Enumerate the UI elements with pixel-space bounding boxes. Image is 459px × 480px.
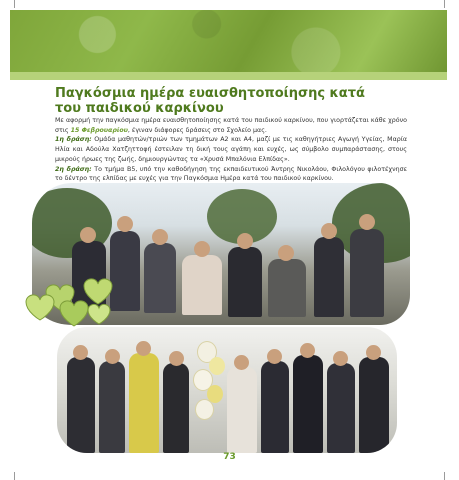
action-2-paragraph bbox=[55, 165, 407, 184]
action-1-paragraph bbox=[55, 135, 407, 164]
article-title: Παγκόσμια ημέρα ευαισθητοποίησης κατά του παιδικού καρκίνου bbox=[55, 86, 365, 116]
action-2-text: Το τμήμα Β5, υπό την καθοδήγηση της εκπαιδευτικού Άντρης Νικολάου, Φιλολόγου φιλοτέχνησε το δέντρο της ελπίδας με ευχές για την Παγκόσμια Ημέρα κατά του παιδικού καρκίνου. bbox=[55, 165, 408, 183]
intro-paragraph bbox=[55, 116, 407, 135]
page-number: 73 bbox=[223, 452, 236, 462]
action-1-text: Ομάδα μαθητών/τριών των τμημάτων Α2 και Α4, μαζί με τις καθηγήτριες Αγωγή Υγείας, Μαρία Ηλία και Αδούλα Χατζηττοφή έστειλαν τη δική τους αγάπη και ευχές, ως σύμβολο συμπαράστασης, στους μικρούς ήρωες της ζωής, δημιουργώντας τα «Χρυσά Μπαλόνια Ελπίδας». bbox=[55, 136, 407, 163]
header-stripe bbox=[10, 72, 447, 80]
header-banner bbox=[10, 10, 447, 80]
crop-mark bbox=[14, 472, 15, 480]
group-photo-indoor bbox=[57, 327, 397, 453]
crop-mark bbox=[444, 0, 445, 8]
intro-date: 15 Φεβρουαρίου bbox=[70, 126, 128, 134]
crop-mark bbox=[444, 472, 445, 480]
article-body bbox=[55, 116, 407, 184]
action-2-label: 2η δράση: bbox=[55, 165, 92, 173]
intro-text: Με αφορμή την παγκόσμια ημέρα ευαισθητοποίησης κατά του παιδικού καρκίνου, που γιορτάζεται κάθε χρόνο στις bbox=[55, 117, 407, 134]
intro-text-end: , έγιναν διάφορες δράσεις στο Σχολείο μας. bbox=[127, 126, 267, 134]
crop-mark bbox=[14, 0, 15, 8]
action-1-label: 1η δράση: bbox=[55, 136, 92, 144]
